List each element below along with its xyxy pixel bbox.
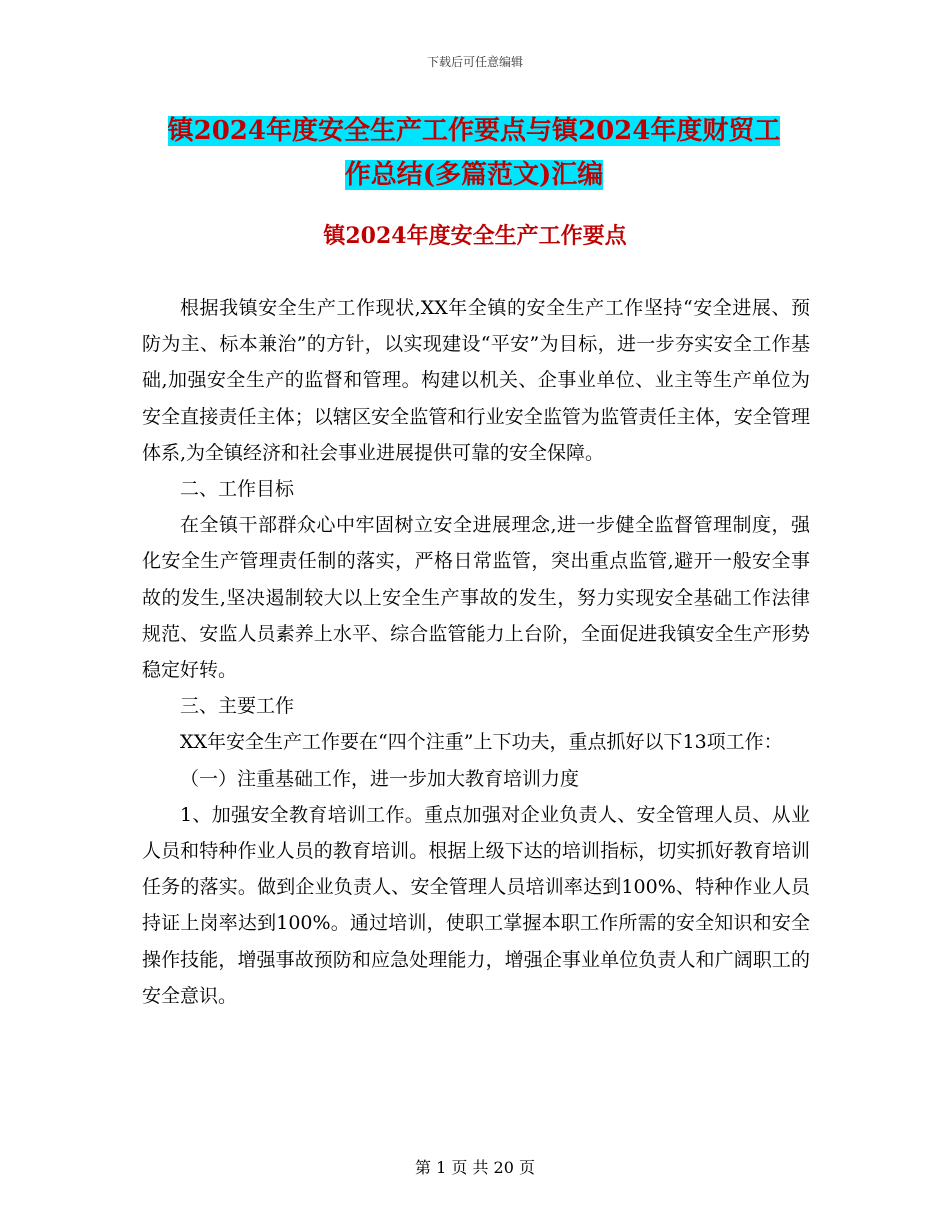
paragraph-main-work: XX年安全生产工作要在“四个注重”上下功夫，重点抓好以下13项工作： bbox=[180, 731, 783, 754]
document-title-line-1 bbox=[140, 110, 808, 152]
page-number: 第 1 页 共 20 页 bbox=[415, 1158, 535, 1177]
title-highlight: 作总结(多篇范文)汇编 bbox=[344, 160, 604, 190]
document-body bbox=[142, 290, 810, 1014]
title-highlight: 镇2024年度安全生产工作要点与镇2024年度财贸工 bbox=[167, 116, 781, 146]
header-note: 下载后可任意编辑 bbox=[426, 55, 523, 69]
paragraph-goals: 在全镇干部群众心中牢固树立安全进展理念,进一步健全监督管理制度，强化安全生产管理责任制的落实，严格日常监管，突出重点监管,避开一般安全事故的发生,坚决遏制较大以上安全生产事故的发生，努力实现安全基础工作法律规范、安监人员素养上水平、综合监管能力上台阶，全面促进我镇安全生产形势稳定好转。 bbox=[142, 514, 810, 682]
heading-main-work: 三、主要工作 bbox=[180, 695, 295, 718]
paragraph-intro: 根据我镇安全生产工作现状,XX年全镇的安全生产工作坚持“安全进展、预防为主、标本兼治”的方针，以实现建设“平安”为目标，进一步夯实安全工作基础,加强安全生产的监督和管理。构建以机关、企事业单位、业主等生产单位为安全直接责任主体；以辖区安全监管和行业安全监管为监管责任主体，安全管理体系,为全镇经济和社会事业进展提供可靠的安全保障。 bbox=[142, 297, 810, 464]
subheading-basic-work: （一）注重基础工作，进一步加大教育培训力度 bbox=[180, 767, 580, 790]
section-title: 镇2024年度安全生产工作要点 bbox=[323, 223, 627, 249]
heading-work-goals: 二、工作目标 bbox=[180, 478, 295, 501]
paragraph-training: 1、加强安全教育培训工作。重点加强对企业负责人、安全管理人员、从业人员和特种作业人员的教育培训。根据上级下达的培训指标，切实抓好教育培训任务的落实。做到企业负责人、安全管理人员培训率达到100%、特种作业人员持证上岗率达到100%。通过培训，使职工掌握本职工作所需的安全知识和安全操作技能，增强事故预防和应急处理能力，增强企事业单位负责人和广阔职工的安全意识。 bbox=[142, 803, 810, 1007]
document-title-line-2 bbox=[140, 154, 808, 196]
